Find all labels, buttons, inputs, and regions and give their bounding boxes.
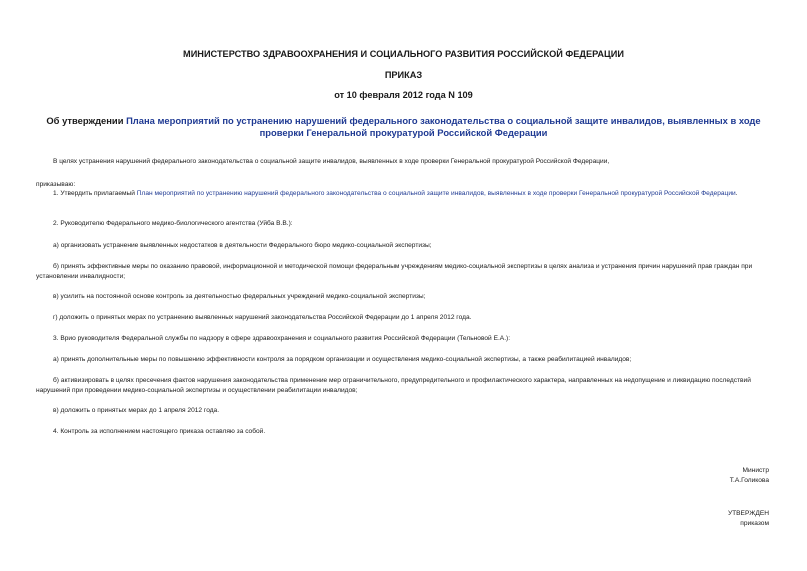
paragraph-2b: б) принять эффективные меры по оказанию правовой, информационной и методической помощи федеральным учреждениям медико-социальной экспертизы в целях анализа и устранения причин нарушений прав граждан при установлении инвалидности; [36, 263, 753, 280]
paragraph-2: 2. Руководителю Федерального медико-биологического агентства (Уйба В.В.): [53, 220, 293, 227]
signature-name: Т.А.Голикова [729, 476, 769, 484]
ministry-heading: МИНИСТЕРСТВО ЗДРАВООХРАНЕНИЯ И СОЦИАЛЬНОГО РАЗВИТИЯ РОССИЙСКОЙ ФЕДЕРАЦИИ [183, 49, 624, 59]
signature-position: Министр [742, 467, 769, 474]
approval-block [728, 509, 769, 528]
document-type: ПРИКАЗ [384, 70, 423, 80]
title-link[interactable]: Плана мероприятий по устранению нарушений федерального законодательства о социальной защите инвалидов, выявленных в ходе проверки Генеральной прокуратурой Российской Федерации [126, 115, 761, 138]
paragraph-1 [36, 189, 771, 199]
document-title [36, 115, 771, 139]
approval-line-1: УТВЕРЖДЕН [727, 510, 769, 517]
paragraph-1-suffix: . [735, 190, 738, 197]
paragraph-3c: в) доложить о принятых мерах до 1 апреля 2012 года. [53, 407, 220, 414]
title-prefix: Об утверждении [46, 115, 127, 126]
preamble: В целях устранения нарушений федерального законодательства о социальной защите инвалидов, выявленных в ходе проверки Генеральной прокуратурой Российской Федерации, [53, 158, 610, 165]
signature-block [730, 466, 769, 485]
paragraph-3: 3. Врио руководителя Федеральной службы по надзору в сфере здравоохранения и социального развития Российской Федерации (Тельновой Е.А.): [53, 335, 511, 342]
paragraph-3b: б) активизировать в целях пресечения фактов нарушения законодательства применение мер ограничительного, предупредительного и профилактического характера, направленных на недопущение и ликвидацию последствий нарушений при проведении медико-социальной экспертизы и осуществлении реабилитации инвалидов; [36, 377, 751, 394]
paragraph-4: 4. Контроль за исполнением настоящего приказа оставляю за собой. [53, 428, 266, 435]
order-word: приказываю: [36, 181, 76, 188]
approval-line-2: приказом [740, 519, 769, 527]
document-date-number: от 10 февраля 2012 года N 109 [334, 90, 473, 100]
paragraph-2c: в) усилить на постоянной основе контроль за деятельностью федеральных учреждений медико-социальной экспертизы; [53, 293, 426, 300]
paragraph-2a: а) организовать устранение выявленных недостатков в деятельности Федерального бюро медико-социальной экспертизы; [53, 242, 432, 249]
plan-link[interactable]: План мероприятий по устранению нарушений федерального законодательства о социальной защите инвалидов, выявленных в ходе проверки Генеральной прокуратурой Российской Федерации [136, 190, 736, 197]
paragraph-1-prefix: 1. Утвердить прилагаемый [53, 190, 137, 197]
paragraph-2d: г) доложить о принятых мерах по устранению выявленных нарушений законодательства Российской Федерации до 1 апреля 2012 года. [53, 314, 472, 321]
paragraph-3a: а) принять дополнительные меры по повышению эффективности контроля за порядком организации и осуществления медико-социальной экспертизы, а также реабилитацией инвалидов; [53, 356, 632, 363]
